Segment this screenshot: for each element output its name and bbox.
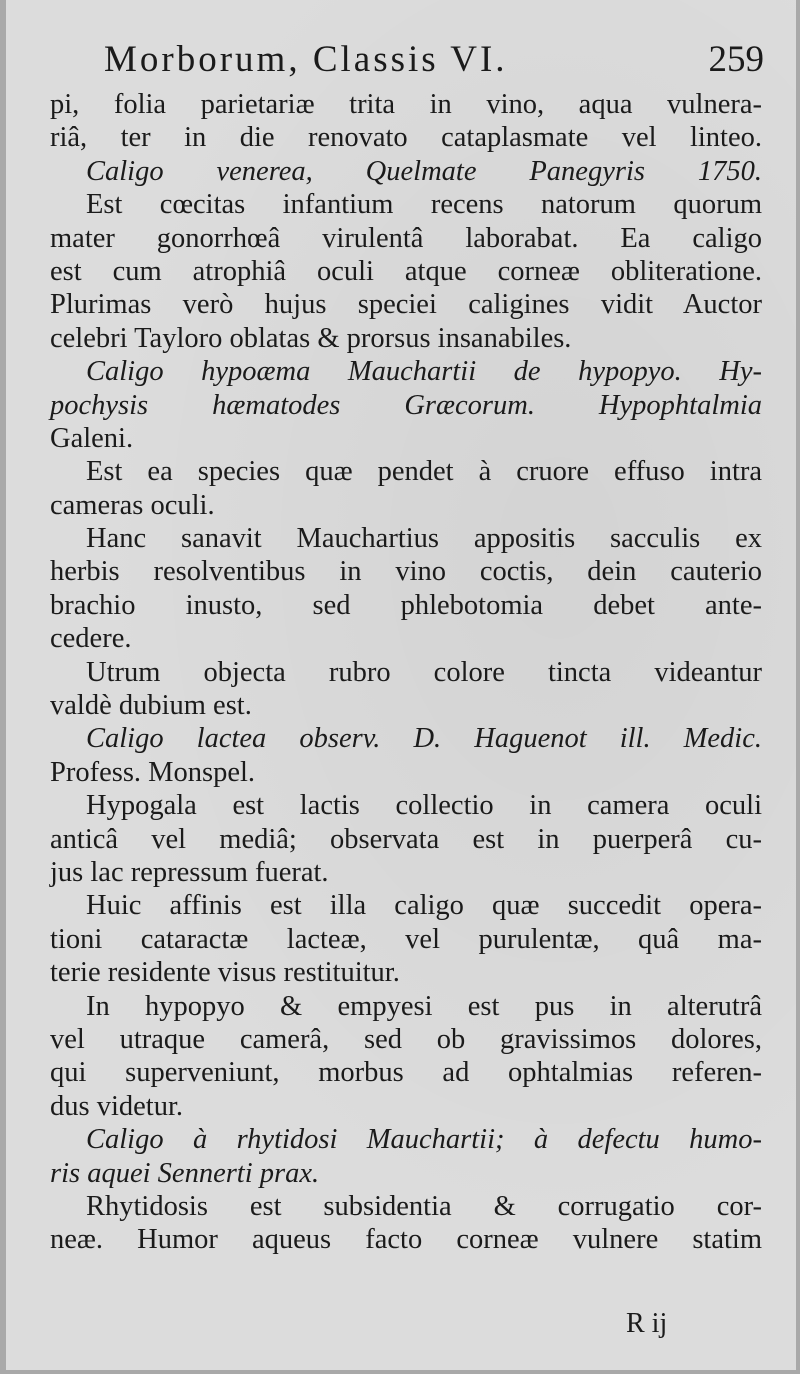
text-line: qui superveniunt, morbus ad ophtalmias referen- — [50, 1057, 762, 1089]
text-line: In hypopyo & empyesi est pus in alterutrâ — [86, 990, 762, 1022]
text-line: jus lac repressum fuerat. — [50, 856, 329, 888]
section-heading: Caligo lactea observ. D. Haguenot ill. Medic. — [86, 723, 762, 755]
signature-mark: R ij — [626, 1308, 668, 1339]
text-line: Rhytidosis est subsidentia & corrugatio cor- — [86, 1190, 762, 1222]
text-line: cameras oculi. — [50, 489, 215, 521]
page-number: 259 — [708, 39, 764, 80]
section-heading: ris aquei Sennerti prax. — [50, 1157, 320, 1189]
text-line: Profess. Monspel. — [50, 756, 256, 788]
page-body — [50, 88, 762, 1257]
text-line: est cum atrophiâ oculi atque corneæ obliteratione. — [50, 255, 762, 287]
text-line: celebri Tayloro oblatas & prorsus insanabiles. — [50, 322, 572, 354]
text-line: Hypogala est lactis collectio in camera oculi — [86, 790, 762, 822]
book-page — [6, 0, 796, 1370]
text-line: valdè dubium est. — [50, 690, 252, 722]
running-title: Morborum, Classis VI. — [104, 39, 508, 80]
text-line: Plurimas verò hujus speciei caligines vidit Auctor — [50, 289, 762, 321]
running-header — [104, 38, 764, 90]
text-line: brachio inusto, sed phlebotomia debet ante- — [50, 589, 762, 621]
text-line: herbis resolventibus in vino coctis, dein cauterio — [50, 556, 762, 588]
text-line: neæ. Humor aqueus facto corneæ vulnere statim — [50, 1224, 762, 1256]
text-line: riâ, ter in die renovato cataplasmate vel linteo. — [50, 122, 762, 154]
text-line: Est ea species quæ pendet à cruore effuso intra — [86, 456, 762, 488]
section-heading: pochysis hæmatodes Græcorum. Hypophtalmia — [50, 389, 762, 421]
text-line: Huic affinis est illa caligo quæ succedit opera- — [86, 890, 762, 922]
text-line: mater gonorrhœâ virulentâ laborabat. Ea caligo — [50, 222, 762, 254]
text-line: Hanc sanavit Mauchartius appositis sacculis ex — [86, 523, 762, 555]
section-heading: Caligo à rhytidosi Mauchartii; à defectu humo- — [86, 1124, 762, 1156]
text-line: terie residente visus restituitur. — [50, 957, 400, 989]
text-line: tioni cataractæ lacteæ, vel purulentæ, quâ ma- — [50, 923, 762, 955]
text-line: Utrum objecta rubro colore tincta videantur — [86, 656, 762, 688]
section-heading: Caligo venerea, Quelmate Panegyris 1750. — [86, 155, 762, 187]
text-line: vel utraque camerâ, sed ob gravissimos dolores, — [50, 1023, 762, 1055]
text-line: cedere. — [50, 623, 132, 655]
text-line: dus videtur. — [50, 1090, 183, 1122]
section-heading: Caligo hypoæma Mauchartii de hypopyo. Hy- — [86, 356, 762, 388]
text-line: Est cœcitas infantium recens natorum quorum — [86, 189, 762, 221]
text-line: pi, folia parietariæ trita in vino, aqua vulnera- — [50, 89, 762, 120]
text-line: anticâ vel mediâ; observata est in puerperâ cu- — [50, 823, 762, 855]
text-line: Galeni. — [50, 422, 134, 454]
